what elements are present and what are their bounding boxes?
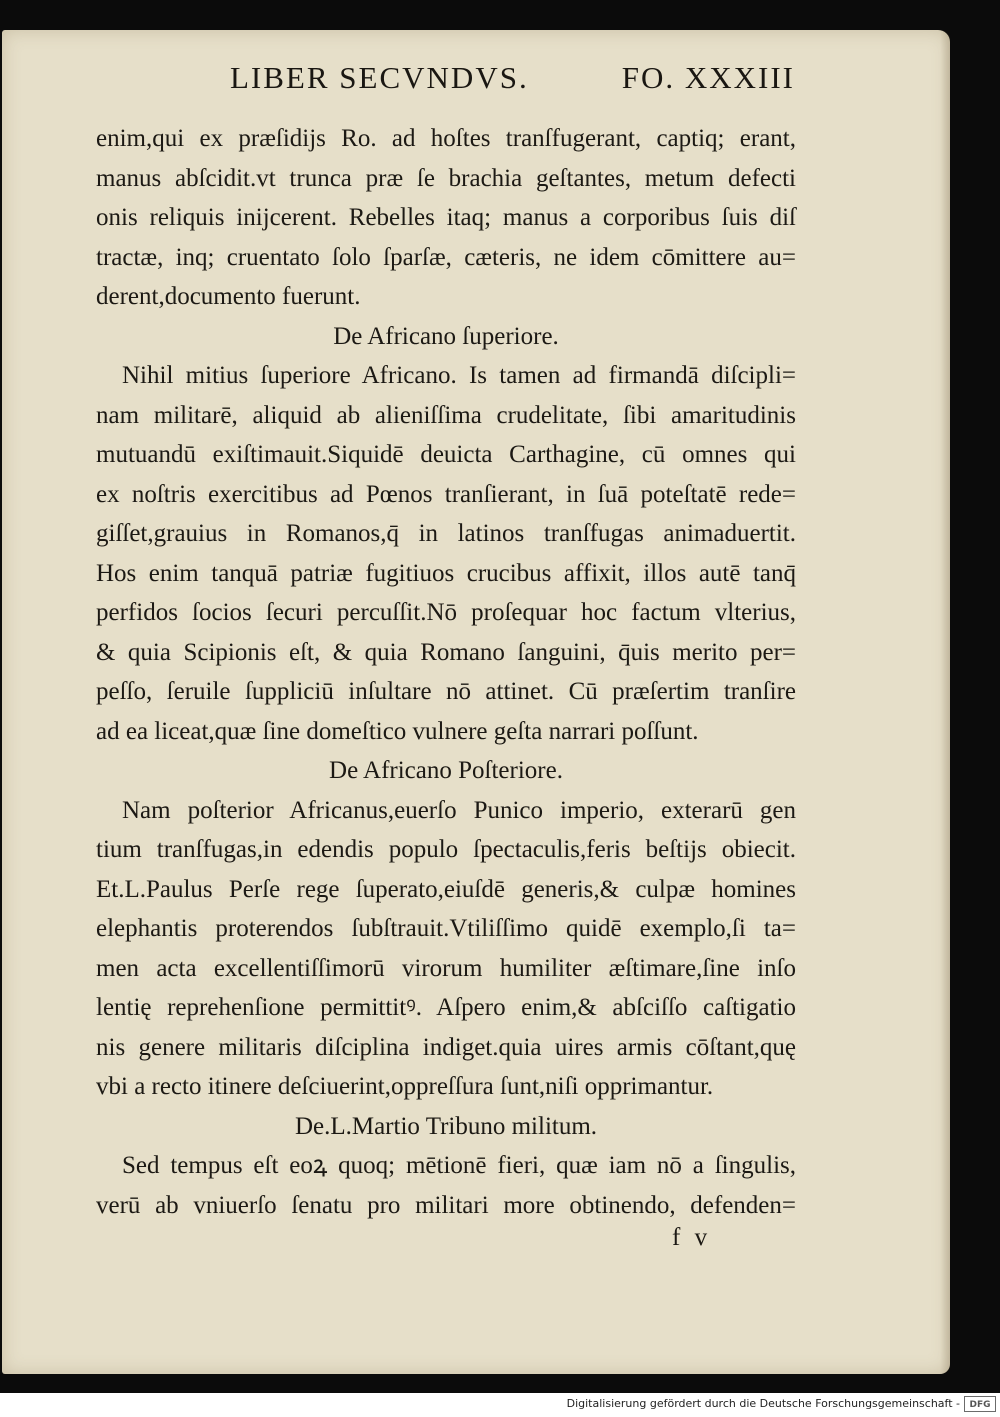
folio-number: FO. XXXIII xyxy=(621,60,795,95)
text-line: Et.L.Paulus Perſe rege ſuperato,eiuſdē generis,& culpæ homines xyxy=(96,875,796,903)
text-line: mutuandū exiſtimauit.Siquidē deuicta Carthagine, cū omnes qui xyxy=(96,441,796,468)
text-line: verū ab vniuerſo ſenatu pro militari more obtinendo, defenden= xyxy=(96,1191,796,1219)
page-body-text xyxy=(96,119,796,1225)
text-line: perfidos ſocios ſecuri percuſſit.Nō proſequar hoc factum vlterius, xyxy=(96,599,796,626)
text-line: nam militarē, aliquid ab alieniſſima crudelitate, ſibi amaritudinis xyxy=(96,401,796,429)
text-line: manus abſcidit.vt trunca præ ſe brachia geſtantes, metum defecti xyxy=(96,164,796,192)
catchword-signature: f v xyxy=(672,1224,712,1251)
text-line: nis genere militaris diſciplina indiget.quia uires armis cōſtant,quę xyxy=(96,1033,796,1061)
section-heading: De.L.Martio Tribuno militum. xyxy=(294,1112,598,1140)
text-line: Sed tempus eſt eoꝝ quoq; mētionē fieri, quæ iam nō a ſingulis, xyxy=(122,1152,796,1179)
text-line: ad ea liceat,quæ ſine domeſtico vulnere geſta narrari poſſunt. xyxy=(96,717,699,745)
text-line: Nihil mitius ſuperiore Africano. Is tamen ad firmandā diſcipli= xyxy=(122,362,796,389)
text-line: ex noſtris exercitibus ad Pœnos tranſierant, in ſuā poteſtatē rede= xyxy=(96,480,796,508)
dfg-logo[interactable]: DFG xyxy=(964,1396,996,1412)
section-heading: De Africano Poſteriore. xyxy=(329,757,563,784)
text-line: giſſet,grauius in Romanos,q̄ in latinos tranſfugas animaduertit. xyxy=(96,520,796,547)
running-title: LIBER SECVNDVS. xyxy=(230,60,529,95)
text-line: tium tranſfugas,in edendis populo ſpectaculis,feris beſtijs obiecit. xyxy=(96,836,796,863)
text-line: & quia Scipionis eſt, & quia Romano ſanguini, q̄uis merito per= xyxy=(96,638,796,666)
text-line: Nam poſterior Africanus,euerſo Punico imperio, exterarū gen xyxy=(122,796,796,824)
text-line: men acta excellentiſſimorū virorum humiliter æſtimare,ſine inſo xyxy=(96,954,796,982)
running-header xyxy=(125,60,795,100)
page-edge-shadow xyxy=(940,30,950,1374)
text-line: elephantis proterendos ſubſtrauit.Vtiliſſimo quidē exemplo,ſi ta= xyxy=(96,915,796,942)
funding-credit: Digitalisierung gefördert durch die Deutsche Forschungsgemeinschaft - xyxy=(566,1397,960,1410)
digitization-footer xyxy=(0,1393,1000,1417)
text-line: enim,qui ex præſidijs Ro. ad hoſtes tranſfugerant, captiq; erant, xyxy=(96,125,796,152)
text-line: peſſo, ſeruile ſuppliciū inſultare nō attinet. Cū præſertim tranſire xyxy=(96,678,796,705)
text-line: onis reliquis inijcerent. Rebelles itaq; manus a corporibus ſuis diſ xyxy=(96,204,796,231)
text-line: tractæ, inq; cruentato ſolo ſparſæ, cæteris, ne idem cōmittere au= xyxy=(96,243,796,271)
text-line: Hos enim tanquā patriæ fugitiuos crucibus affixit, illos autē tanq̄ xyxy=(96,559,796,587)
text-line: derent,documento fuerunt. xyxy=(96,283,361,310)
text-line: vbi a recto itinere deſciuerint,oppreſſura ſunt,niſi opprimantur. xyxy=(96,1073,714,1100)
section-heading: De Africano ſuperiore. xyxy=(333,322,559,350)
text-line: lentię reprehenſione permittitꝰ. Aſpero enim,& abſciſſo caſtigatio xyxy=(96,994,796,1021)
